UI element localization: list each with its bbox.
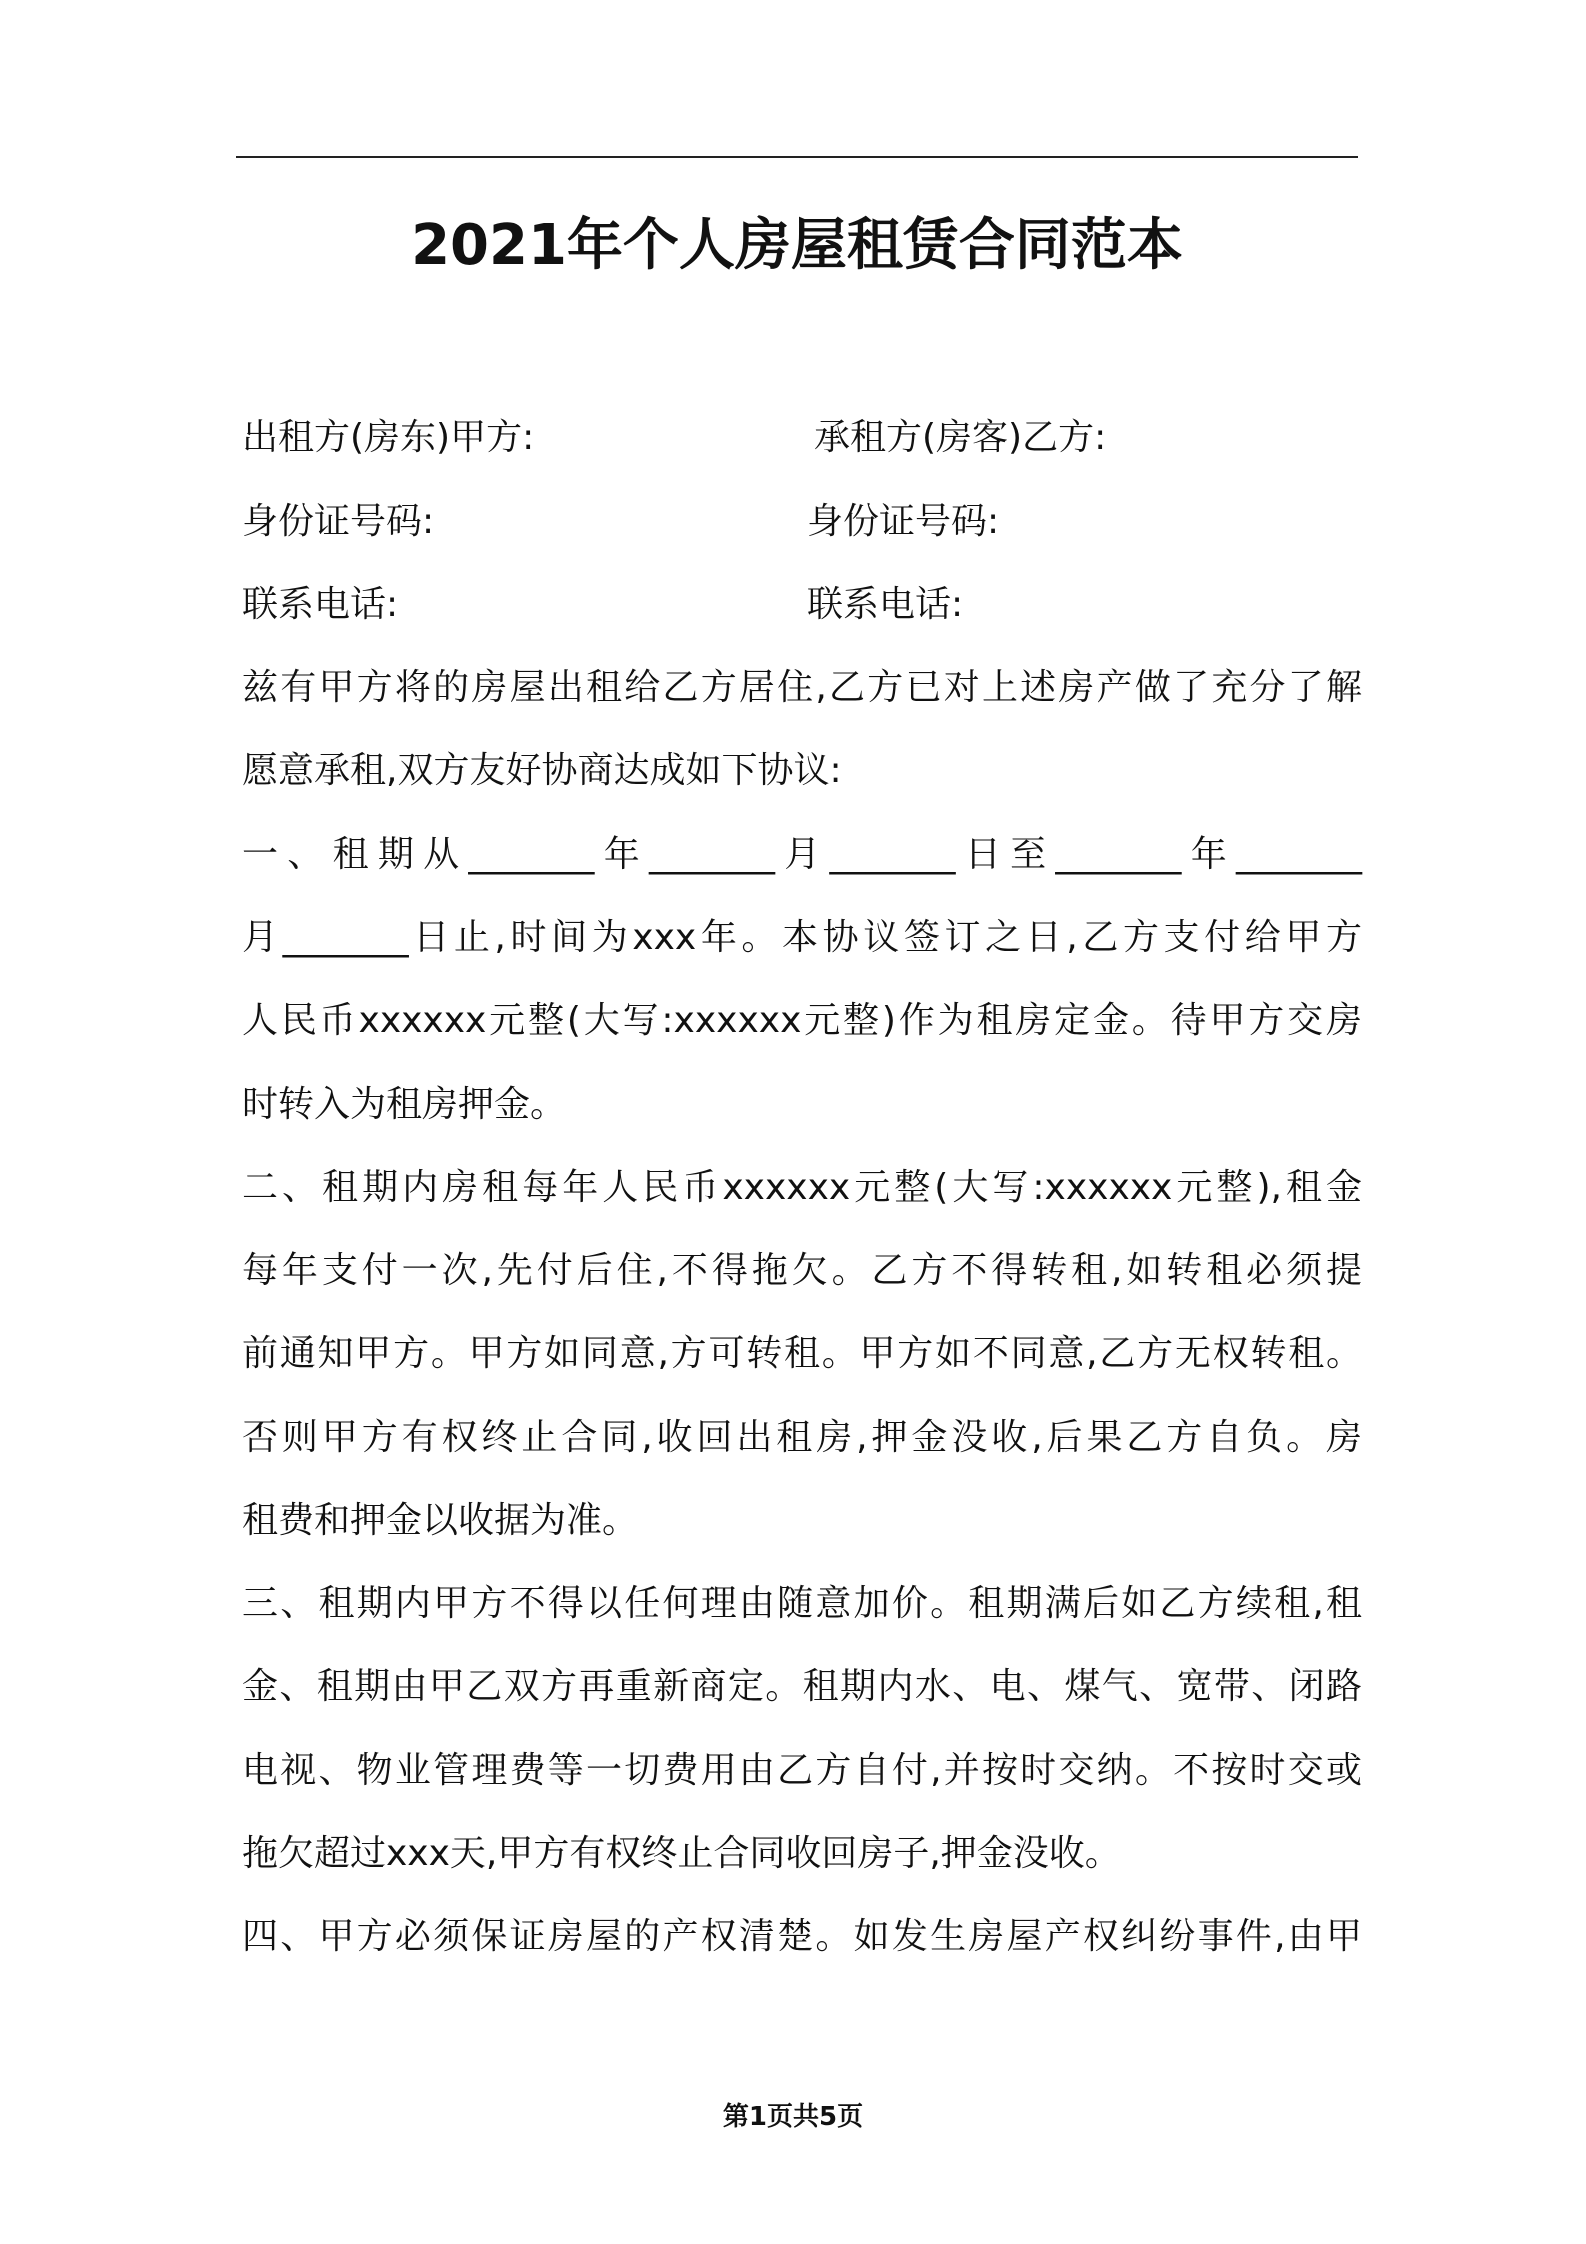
document-title: 2021年个人房屋租赁合同范本 <box>411 213 1183 278</box>
body-line: 每年支付一次,先付后住,不得拖欠。乙方不得转租,如转租必须提 <box>242 1250 1362 1291</box>
body-line: 四、甲方必须保证房屋的产权清楚。如发生房屋产权纠纷事件,由甲 <box>242 1916 1362 1957</box>
body-line: 一、租期从_______年_______月_______日至_______年_______ <box>242 834 1362 875</box>
top-rule <box>236 156 1358 158</box>
body-line: 金、租期由甲乙双方再重新商定。租期内水、电、煤气、宽带、闭路 <box>242 1666 1362 1707</box>
lessee-label: 承租方(房客)乙方: <box>814 417 1107 458</box>
body-line: 愿意承租,双方友好协商达成如下协议: <box>242 750 842 791</box>
body-line: 租费和押金以收据为准。 <box>242 1500 639 1541</box>
body-line: 拖欠超过xxx天,甲方有权终止合同收回房子,押金没收。 <box>242 1833 1121 1874</box>
body-line: 兹有甲方将的房屋出租给乙方居住,乙方已对上述房产做了充分了解 <box>242 667 1362 708</box>
body-line: 否则甲方有权终止合同,收回出租房,押金没收,后果乙方自负。房 <box>242 1417 1362 1458</box>
body-line: 二、租期内房租每年人民币xxxxxx元整(大写:xxxxxx元整),租金 <box>242 1167 1362 1208</box>
lessor-phone-label: 联系电话: <box>242 584 399 625</box>
body-line: 前通知甲方。甲方如同意,方可转租。甲方如不同意,乙方无权转租。 <box>242 1333 1362 1374</box>
party-row-phone <box>242 575 1362 635</box>
lessor-id-label: 身份证号码: <box>242 501 435 542</box>
body-line: 月_______日止,时间为xxx年。本协议签订之日,乙方支付给甲方 <box>242 917 1362 958</box>
body-line: 三、租期内甲方不得以任何理由随意加价。租期满后如乙方续租,租 <box>242 1583 1362 1624</box>
lessee-phone-label: 联系电话: <box>807 584 964 625</box>
body-line: 时转入为租房押金。 <box>242 1084 567 1125</box>
lessee-id-label: 身份证号码: <box>807 501 1000 542</box>
party-row-id <box>242 492 1362 552</box>
body-line: 人民币xxxxxx元整(大写:xxxxxx元整)作为租房定金。待甲方交房 <box>242 1000 1362 1041</box>
page-footer: 第1页共5页 <box>722 2102 864 2132</box>
body-line: 电视、物业管理费等一切费用由乙方自付,并按时交纳。不按时交或 <box>242 1750 1362 1791</box>
lessor-label: 出租方(房东)甲方: <box>242 417 535 458</box>
party-row-names <box>242 408 1362 468</box>
